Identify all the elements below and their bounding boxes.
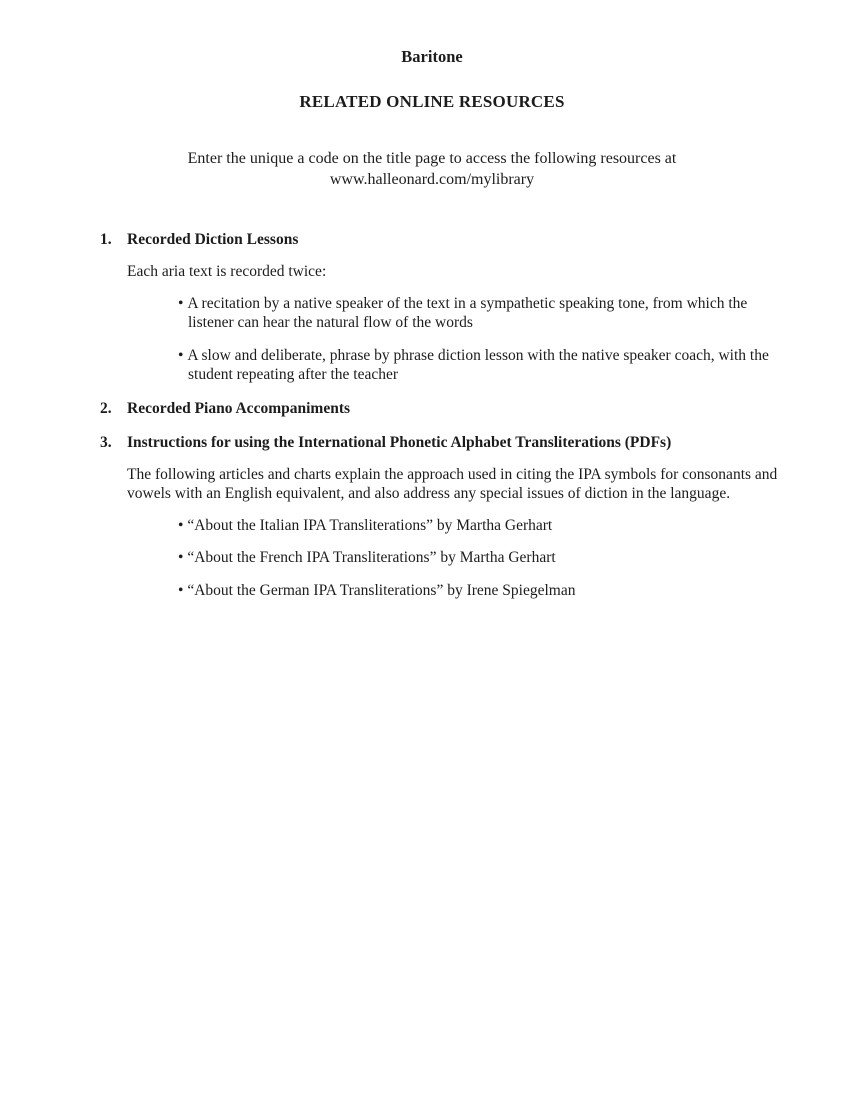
intro-line-1: Enter the unique a code on the title page to access the following resources at [187,150,677,167]
bullet-item [178,548,778,568]
bullet-item [178,516,778,536]
bullet-list [178,294,788,385]
bullet-marker [178,582,187,599]
bullet-text: “About the Italian IPA Transliterations” by Martha Gerhart [187,516,553,534]
item-heading [100,433,788,453]
item-body-text: Each aria text is recorded twice: [127,263,327,280]
bullet-text: A slow and deliberate, phrase by phrase diction lesson with the native speaker coach, with the student repeating after the teacher [187,346,769,383]
document-header [0,0,864,190]
bullet-text: “About the German IPA Transliterations” by Irene Spiegelman [187,581,576,599]
bullet-text: A recitation by a native speaker of the text in a sympathetic speaking tone, from which the listener can hear the natural flow of the words [187,294,748,331]
item-number: 1. [100,231,112,248]
bullet-list [178,516,788,601]
intro-paragraph [0,148,864,190]
resource-list [100,230,788,600]
bullet-text: “About the French IPA Transliterations” by Martha Gerhart [187,549,556,566]
item-body-text: The following articles and charts explain the approach used in citing the IPA symbols for consonants and vowels with an English equivalent, and also address any special issues of diction in the language. [127,465,778,502]
item-title: Recorded Piano Accompaniments [127,399,351,417]
item-heading [100,399,788,419]
bullet-marker [178,347,187,364]
bullet-marker [178,295,187,312]
item-title: Recorded Diction Lessons [127,231,299,248]
bullet-item [178,294,778,333]
bullet-item [178,346,778,385]
item-number: 2. [100,399,112,417]
list-item-3 [100,433,788,601]
bullet-marker [178,549,187,566]
item-number: 3. [100,433,112,451]
bullet-marker [178,517,187,534]
intro-line-2: www.halleonard.com/mylibrary [329,171,535,188]
list-item-1 [100,230,788,385]
bullet-item [178,581,778,601]
item-heading [100,230,788,250]
list-item-2 [100,399,788,419]
item-title: Instructions for using the International Phonetic Alphabet Transliterations (PDFs) [127,433,672,451]
section-heading: RELATED ONLINE RESOURCES [299,92,565,111]
page-title: Baritone [401,47,463,66]
